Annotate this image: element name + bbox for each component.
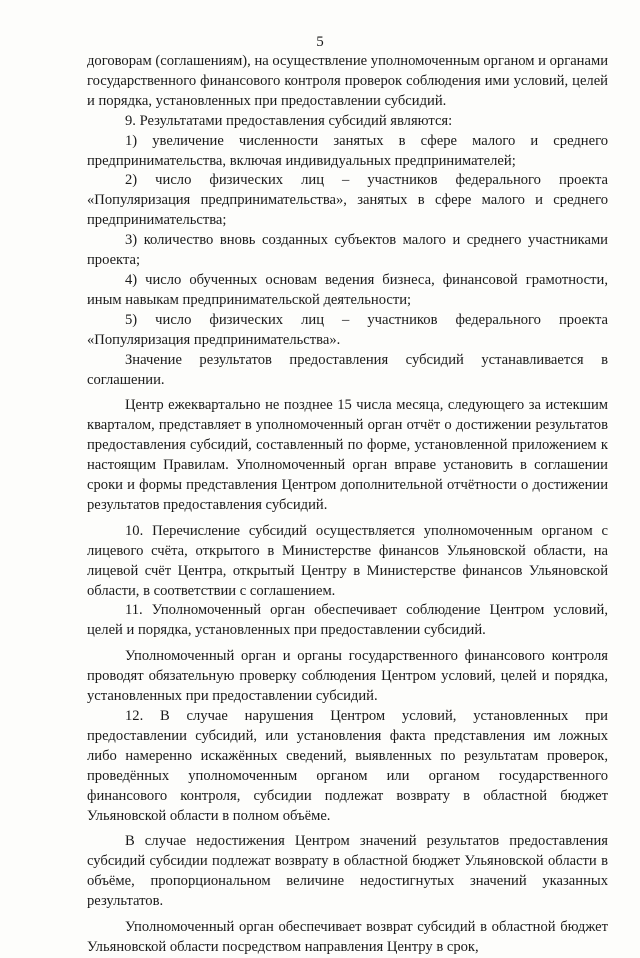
paragraph: В случае недостижения Центром значений результатов предоставления субсидий субсидии подлежат возврату в областной бюджет Ульяновской области в объёме, пропорциональном величине недостигнутых значений указанных результатов.: [87, 833, 608, 910]
paragraph: Уполномоченный орган обеспечивает возврат субсидий в областной бюджет Ульяновской области посредством направления Центру в срок,: [87, 919, 608, 955]
paragraph: 1) увеличение численности занятых в сфере малого и среднего предпринимательства, включая индивидуальных предпринимателей;: [87, 132, 608, 169]
paragraph: 11. Уполномоченный орган обеспечивает соблюдение Центром условий, целей и порядка, установленных при предоставлении субсидий.: [87, 602, 608, 639]
paragraph: Значение результатов предоставления субсидий устанавливается в соглашении.: [87, 351, 608, 388]
paragraph: 4) число обученных основам ведения бизнеса, финансовой грамотности, иным навыкам предпринимательской деятельности;: [87, 271, 608, 308]
document-body: [87, 52, 608, 958]
paragraph: 12. В случае нарушения Центром условий, установленных при предоставлении субсидий, или установления факта представления им ложных либо намеренно искажённых сведений, выявленных по результатам проверок, проведённых уполномоченным органом или органом государственного финансового контроля, субсидии подлежат возврату в областной бюджет Ульяновской области в полном объёме.: [87, 708, 608, 824]
paragraph: договорам (соглашениям), на осуществление уполномоченным органом и органами государственного финансового контроля проверок соблюдения ими условий, целей и порядка, установленных при предоставлении субсидий.: [87, 53, 608, 109]
paragraph: 9. Результатами предоставления субсидий являются:: [125, 112, 453, 129]
page-number: 5: [316, 34, 324, 50]
paragraph: 5) число физических лиц – участников федерального проекта «Популяризация предпринимательства».: [87, 311, 608, 348]
paragraph: Уполномоченный орган и органы государственного финансового контроля проводят обязательную проверку соблюдения Центром условий, целей и порядка, установленных при предоставлении субсидий.: [87, 648, 608, 705]
paragraph: Центр ежеквартально не позднее 15 числа месяца, следующего за истекшим кварталом, представляет в уполномоченный орган отчёт о достижении результатов предоставления субсидий, составленный по форме, установленной приложением к настоящим Правилам. Уполномоченный орган вправе установить в соглашении сроки и формы представления Центром дополнительной отчётности о достижении результатов предоставления субсидий.: [87, 397, 608, 513]
paragraph: 2) число физических лиц – участников федерального проекта «Популяризация предпринимательства», занятых в сфере малого и среднего предпринимательства;: [87, 172, 608, 229]
paragraph: 3) количество вновь созданных субъектов малого и среднего участниками проекта;: [87, 232, 608, 269]
paragraph: 10. Перечисление субсидий осуществляется уполномоченным органом с лицевого счёта, открытого в Министерстве финансов Ульяновской области, на лицевой счёт Центра, открытый Центру в Министерстве финансов Ульяновской области, в соответствии с соглашением.: [87, 522, 608, 599]
